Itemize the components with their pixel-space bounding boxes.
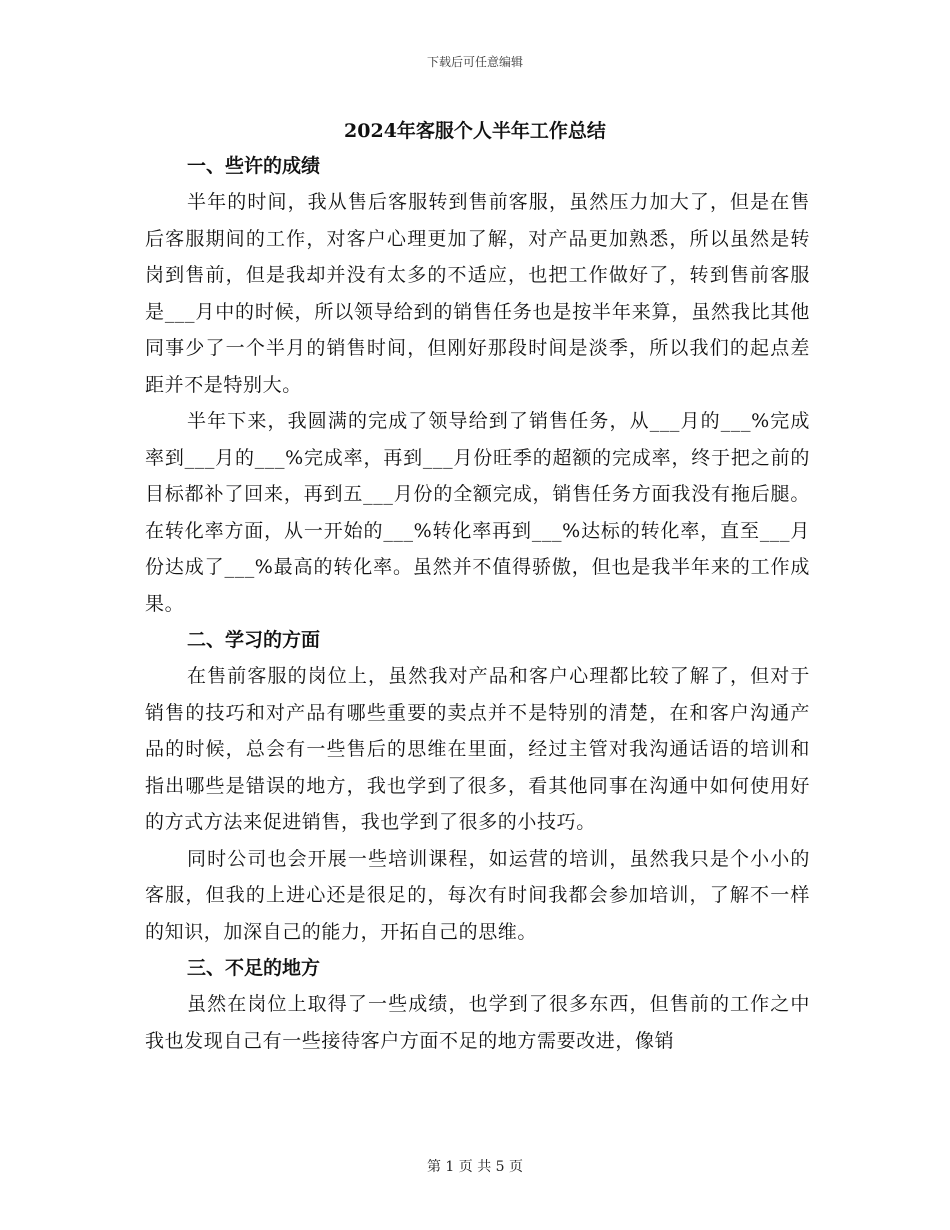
- paragraph: 在售前客服的岗位上，虽然我对产品和客户心理都比较了解了，但对于销售的技巧和对产品有哪些重要的卖点并不是特别的清楚，在和客户沟通产品的时候，总会有一些售后的思维在里面，经过主管对我沟通话语的培训和指出哪些是错误的地方，我也学到了很多，看其他同事在沟通中如何使用好的方式方法来促进销售，我也学到了很多的小技巧。: [145, 665, 810, 833]
- page-number-footer: 第 1 页 共 5 页: [426, 1159, 524, 1175]
- document-body: [145, 148, 810, 1059]
- section-heading-shortcomings: 三、不足的地方: [187, 957, 321, 979]
- header-note: 下载后可任意编辑: [426, 55, 523, 69]
- section-heading-learning: 二、学习的方面: [187, 629, 321, 651]
- paragraph: 半年下来，我圆满的完成了领导给到了销售任务，从___月的___%完成率到___月的___%完成率，再到___月份旺季的超额的完成率，终于把之前的目标都补了回来，再到五___月份的全额完成，销售任务方面我没有拖后腿。在转化率方面，从一开始的___%转化率再到___%达标的转化率，直至___月份达成了___%最高的转化率。虽然并不值得骄傲，但也是我半年来的工作成果。: [145, 410, 810, 615]
- document-title: 2024年客服个人半年工作总结: [344, 120, 606, 142]
- paragraph: 虽然在岗位上取得了一些成绩，也学到了很多东西，但售前的工作之中我也发现自己有一些接待客户方面不足的地方需要改进，像销: [145, 993, 810, 1052]
- paragraph: 半年的时间，我从售后客服转到售前客服，虽然压力加大了，但是在售后客服期间的工作，对客户心理更加了解，对产品更加熟悉，所以虽然是转岗到售前，但是我却并没有太多的不适应，也把工作做好了，转到售前客服是___月中的时候，所以领导给到的销售任务也是按半年来算，虽然我比其他同事少了一个半月的销售时间，但刚好那段时间是淡季，所以我们的起点差距并不是特别大。: [145, 191, 810, 396]
- paragraph: 同时公司也会开展一些培训课程，如运营的培训，虽然我只是个小小的客服，但我的上进心还是很足的，每次有时间我都会参加培训，了解不一样的知识，加深自己的能力，开拓自己的思维。: [145, 847, 810, 943]
- section-heading-achievements: 一、些许的成绩: [187, 155, 321, 177]
